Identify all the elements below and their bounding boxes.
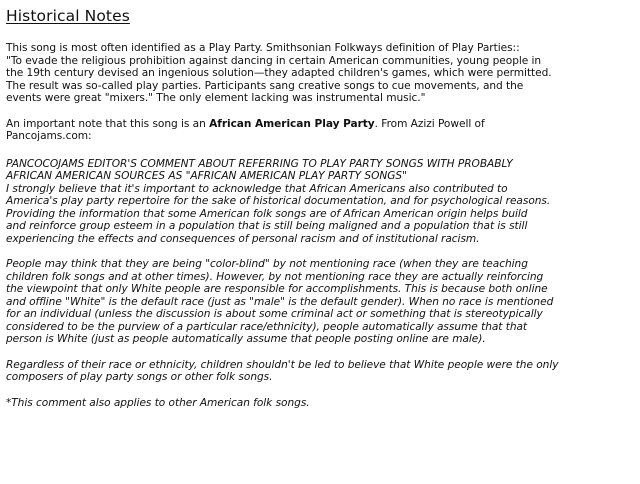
text-line: children folk songs and at other times). However, by not mentioning race they are actually reinforcing — [6, 270, 544, 283]
text-line: People may think that they are being "color-blind" by not mentioning race (when they are teaching — [6, 258, 528, 270]
page-title: Historical Notes — [6, 7, 130, 25]
play-party-definition-paragraph — [6, 42, 634, 105]
text-line: The result was so-called play parties. Participants sang creative songs to cue movements, and the — [6, 79, 524, 92]
footnote-text: *This comment also applies to other American folk songs. — [6, 396, 310, 409]
text-line: Regardless of their race or ethnicity, children shouldn't be led to believe that White people were the only — [6, 358, 559, 371]
text-line: considered to be the purview of a particular race/ethnicity), people automatically assume that that — [6, 320, 528, 333]
text-line: and reinforce group esteem in a population that is still being maligned and a population that is still — [6, 220, 528, 232]
text-line: experiencing the effects and consequences of personal racism and of institutional racism. — [6, 232, 480, 245]
regardless-paragraph — [6, 359, 634, 384]
african-american-play-party-emphasis: African American Play Party — [209, 117, 375, 130]
text-line: I strongly believe that it's important to acknowledge that African Americans also contributed to — [6, 182, 508, 195]
text-line: events were great "mixers." The only element lacking was instrumental music." — [6, 92, 426, 104]
color-blind-paragraph — [6, 258, 634, 346]
text-line: "To evade the religious prohibition against dancing in certain American communities, young people in — [6, 54, 542, 67]
african-american-note-paragraph — [6, 118, 634, 143]
text-line: and offline "White" is the default race (just as "male" is the default gender). When no race is mentioned — [6, 295, 554, 308]
editor-comment-heading: PANCOCOJAMS EDITOR'S COMMENT ABOUT REFERRING TO PLAY PARTY SONGS WITH PROBABLY — [6, 157, 513, 170]
text-line: the viewpoint that only White people are responsible for accomplishments. This is because both online — [6, 283, 548, 295]
note-text: An important note that this song is an — [6, 117, 210, 130]
text-line: person is White (just as people automatically assume that people posting online are male). — [6, 333, 486, 345]
text-line: for an individual (unless the discussion is about some criminal act or something that is stereotypically — [6, 308, 543, 320]
text-line — [6, 118, 634, 131]
editor-comment-paragraph — [6, 158, 634, 246]
text-line: Providing the information that some American folk songs are of African American origin helps build — [6, 207, 528, 220]
note-text: . From Azizi Powell of — [374, 117, 485, 130]
source-site-text: Pancojams.com: — [6, 130, 92, 142]
editor-comment-heading: AFRICAN AMERICAN SOURCES AS "AFRICAN AMERICAN PLAY PARTY SONGS" — [6, 170, 407, 182]
text-line: This song is most often identified as a Play Party. Smithsonian Folkways definition of Play Parties:: — [6, 42, 520, 54]
text-line: America's play party repertoire for the sake of historical documentation, and for psychological reasons. — [6, 195, 551, 207]
text-line: the 19th century devised an ingenious solution—they adapted children's games, which were permitted. — [6, 67, 552, 79]
footnote-paragraph — [6, 397, 634, 410]
text-line: composers of play party songs or other folk songs. — [6, 371, 273, 383]
